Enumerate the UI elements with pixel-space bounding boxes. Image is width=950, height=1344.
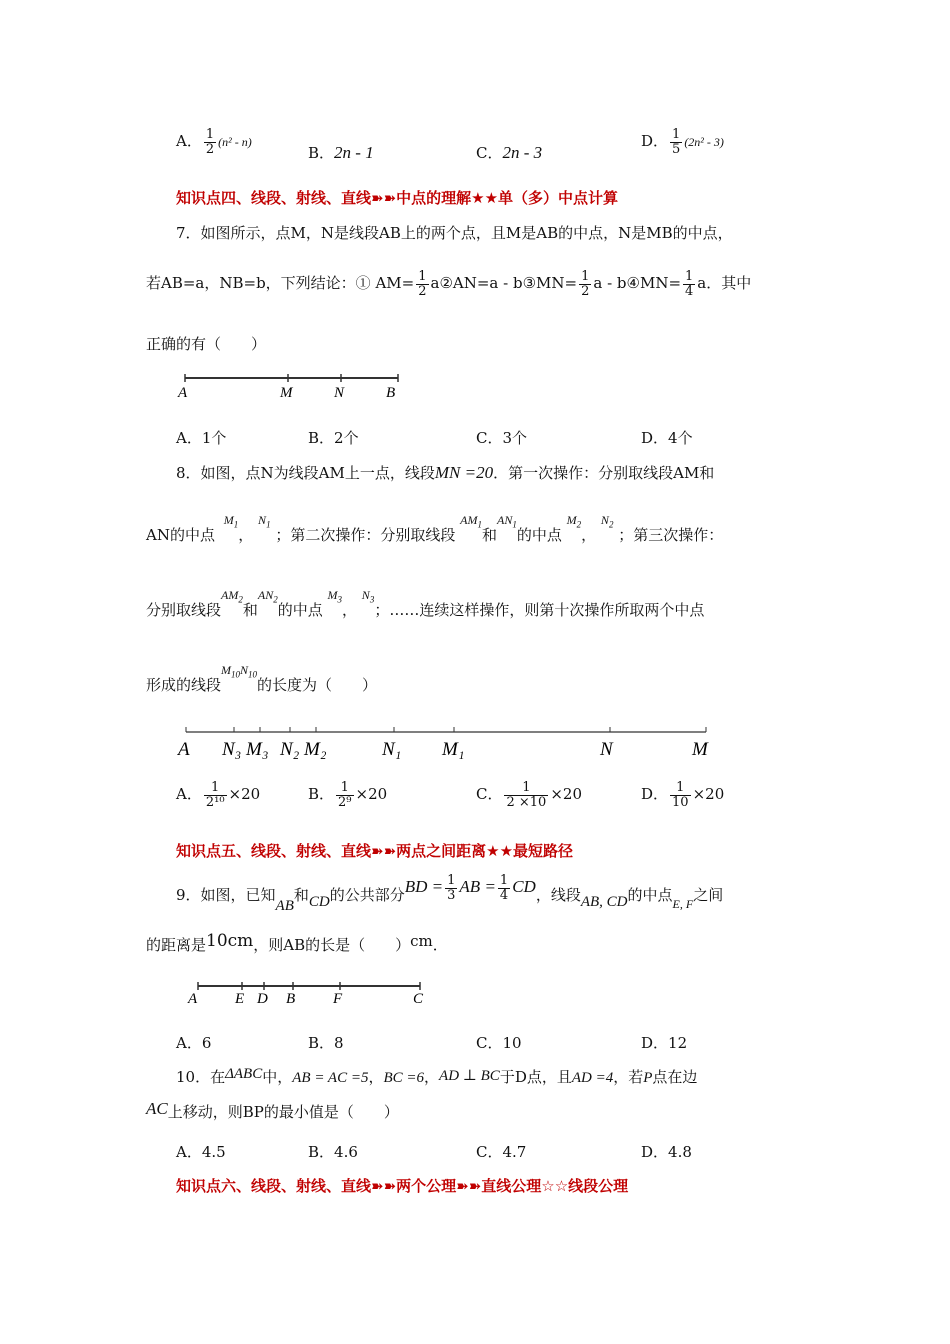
fraction: $\frac{1}{10}$ [672,780,689,810]
q7-line-2: 若AB=a，NB=b，下列结论：① AM= $\frac{1}{2}$ a②AN=a - b③MN= $\frac{1}{2}$ a - b④MN= $\frac{1}{4}$ a．其中 [146,269,752,299]
q8-line-1: 8．如图，点N为线段AM上一点，线段MN =20．第一次操作：分别取线段AM和 [176,463,715,482]
q7-segment-figure [170,368,410,402]
q7-option-d: D．4个 [641,429,693,447]
q6-option-b: B．2n - 1 [308,143,374,162]
q6-option-c: C．2n - 3 [476,143,543,162]
label-m1: M₁ [442,739,465,760]
fraction: $\frac{1}{2}$ [581,269,590,299]
q8-line-3: 分别取线段$AM_2$和$AN_2$的中点 $M_3$， $N_3$；……连续这样操作，则第十次操作所取两个中点 [146,588,705,619]
fraction: $\frac{1}{2 \times 10}$ [506,780,547,810]
label-n3: N₃ [222,739,242,760]
q10-line-1: 10．在ΔABC中，AB = AC =5，BC =6，AD ⊥ BC于D点，且AD =4，若P点在边 [176,1066,698,1086]
q9-line-1: 9．如图，已知AB和CD的公共部分BD = $\frac{1}{3}$ AB = $\frac{1}{4}$ CD，线段AB, CD的中点$_{E, F}$之间 [176,873,724,915]
q10-option-d: D．4.8 [641,1143,692,1161]
q8-option-c: C． $\frac{1}{2 \times 10}$ ×20 [476,780,582,810]
fraction: $\frac{1}{5}$ [672,127,681,157]
q9-segment-figure [180,978,440,1008]
q9-option-b: B．8 [308,1034,344,1052]
q10-option-a: A．4.5 [176,1143,226,1161]
fraction: $\frac{1}{3}$ [447,873,456,903]
q10-option-b: B．4.6 [308,1143,358,1161]
label-n2: N₂ [280,739,300,760]
q8-option-a: A． $\frac{1}{\text{2¹⁰}}$ ×20 [176,780,261,810]
label-m2: M₂ [304,739,327,760]
label-n: N [334,385,345,401]
fraction: $\frac{1}{4}$ [499,873,509,903]
q9-line-2: 的距离是10cm，则AB的长是（ ）cm． [146,931,448,954]
q9-option-d: D．12 [641,1034,688,1052]
label-n: N [600,739,613,760]
q8-line-4: 形成的线段$M_{10}N_{10}$的长度为（ ） [146,663,378,694]
q8-option-d: D． $\frac{1}{10}$ ×20 [641,780,725,810]
q7-line-1: 7．如图所示，点M，N是线段AB上的两个点，且M是AB的中点，N是MB的中点， [176,224,733,242]
q7-option-b: B．2个 [308,429,359,447]
label-a: A [188,991,198,1007]
q6-option-a: A． $\frac{1}{2}$ (n² - n) [176,127,252,157]
q9-option-a: A．6 [176,1034,212,1052]
fraction: $\frac{1}{\text{2⁹}}$ [338,780,352,810]
q9-option-c: C．10 [476,1034,522,1052]
q7-option-c: C．3个 [476,429,528,447]
q7-line-3: 正确的有（ ） [146,335,267,353]
label-f: F [333,991,343,1007]
q8-option-b: B． $\frac{1}{\text{2⁹}}$ ×20 [308,780,388,810]
label-m: M [692,739,708,760]
label-n1: N₁ [382,739,402,760]
fraction: $\frac{1}{\text{2¹⁰}}$ [205,780,225,810]
section-heading-6: 知识点六、线段、射线、直线➽➽两个公理➽➽直线公理☆☆线段公理 [176,1177,629,1195]
fraction: $\frac{1}{4}$ [685,269,694,299]
label-m: M [280,385,293,401]
label-b: B [286,991,296,1007]
section-heading-5: 知识点五、线段、射线、直线➽➽两点之间距离★★最短路径 [176,842,574,860]
q8-line-2: AN的中点 $M_1$， $N_1$ ；第二次操作：分别取线段 $AM_1$和$AN_1$的中点 $M_2$， $N_2$ ；第三次操作： [146,513,724,544]
q10-option-c: C．4.7 [476,1143,527,1161]
fraction: $\frac{1}{2}$ [418,269,427,299]
label-m3: M₃ [246,739,269,760]
q10-line-2: AC上移动，则BP的最小值是（ ） [146,1099,399,1121]
q6-option-d: D． $\frac{1}{5}$ (2n² - 3) [641,127,724,157]
q7-option-a: A．1个 [176,429,227,447]
label-a: A [178,385,188,401]
label-b: B [386,385,396,401]
fraction: $\frac{1}{2}$ [205,127,215,157]
section-heading-4: 知识点四、线段、射线、直线➽➽中点的理解★★单（多）中点计算 [176,189,619,207]
q8-segment-figure [176,722,726,764]
label-e: E [235,991,245,1007]
label-c: C [413,991,424,1007]
label-d: D [257,991,268,1007]
label-a: A [178,739,190,760]
